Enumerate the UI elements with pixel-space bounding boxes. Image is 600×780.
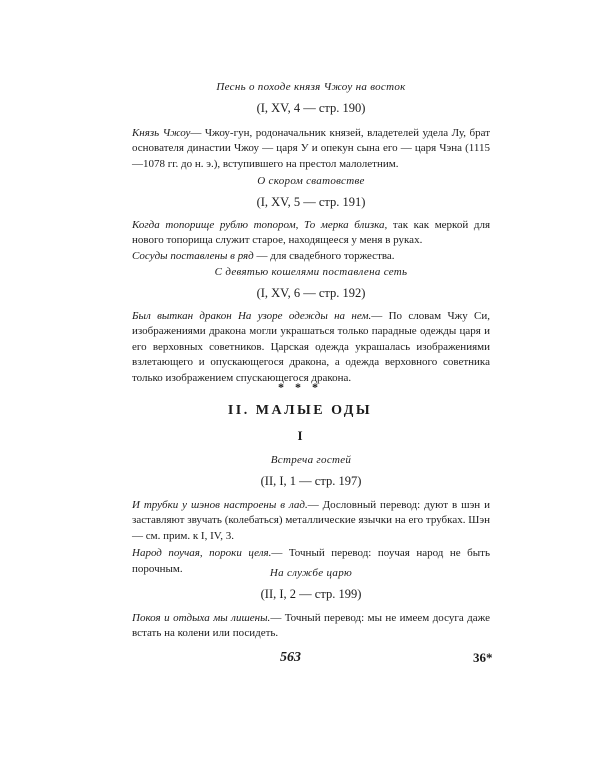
section-5 <box>132 566 490 642</box>
section-title: Песнь о походе князя Чжоу на восток <box>216 81 406 93</box>
section-reference: (II, I, 1 — стр. 197) <box>260 474 362 488</box>
note-lemma: Князь Чжоу <box>132 127 191 139</box>
note-lemma: Когда топорище рублю топором, То мерка близка, <box>132 219 388 231</box>
note-text: — Точный перевод: мы не имеем досуга даже встать на колени или посидеть. <box>132 612 490 640</box>
note-text: — По словам Чжу Си, изображениями дракона могли украшаться только парадные одежды царя и его верховных советников. Царская одежда украшалась изображениями взлетающего и опускающегося дракона, а одежда верховного советника только изображением спускающегося дракона. <box>132 310 490 384</box>
note-paragraph <box>132 498 490 544</box>
section-title: На службе царю <box>269 567 353 579</box>
part-heading: II. МАЛЫЕ ОДЫ <box>227 403 373 418</box>
note-text: так как меркой для нового топорища служит старое, находящееся у меня в руках. <box>132 219 491 247</box>
section-1 <box>132 80 490 172</box>
section-4 <box>132 453 490 577</box>
note-text: — Чжоу-гун, родоначальник князей, владетелей удела Лу, брат основателя династии Чжоу — царя У и опекун сына его — царя Чэна (1115—1078 гг. до н. э.), вступившего на престол малолетним. <box>132 127 490 170</box>
section-2 <box>132 174 490 264</box>
note-paragraph <box>132 218 490 249</box>
note-lemma: Покоя и отдыха мы лишены. <box>132 612 271 624</box>
section-reference: (I, XV, 6 — стр. 192) <box>256 286 366 300</box>
note-paragraph <box>132 126 490 172</box>
note-lemma: Народ поучая, пороки целя. <box>132 547 272 560</box>
note-lemma: Был выткан дракон На узоре одежды на нем. <box>132 310 372 322</box>
subpart-heading: I <box>297 428 303 443</box>
note-paragraph <box>132 309 490 386</box>
section-title: О скором сватовстве <box>257 175 365 187</box>
page-number: 563 <box>280 650 301 665</box>
section-reference: (I, XV, 4 — стр. 190) <box>256 101 366 115</box>
section-separator: * * * <box>278 380 322 394</box>
section-reference: (I, XV, 5 — стр. 191) <box>256 195 366 209</box>
signature-mark: 36* <box>473 650 493 665</box>
section-3 <box>132 265 490 386</box>
section-reference: (II, I, 2 — стр. 199) <box>260 587 362 601</box>
section-title: С девятью кошелями поставлена сеть <box>214 266 408 278</box>
note-paragraph <box>132 611 490 642</box>
note-text: — для свадебного торжества. <box>253 249 395 262</box>
note-text: — Точный перевод: поучая народ не быть порочным. <box>132 547 490 575</box>
note-lemma: Сосуды поставлены в ряд <box>132 249 254 262</box>
note-lemma: И трубки у шэнов настроены в лад. <box>132 499 308 511</box>
section-title: Встреча гостей <box>270 454 352 466</box>
note-paragraph <box>132 249 490 264</box>
note-text: — Дословный перевод: дуют в шэн и заставляют звучать (колебаться) металлические язычки на его трубках. Шэн — см. прим. к I, IV, 3. <box>132 499 490 542</box>
